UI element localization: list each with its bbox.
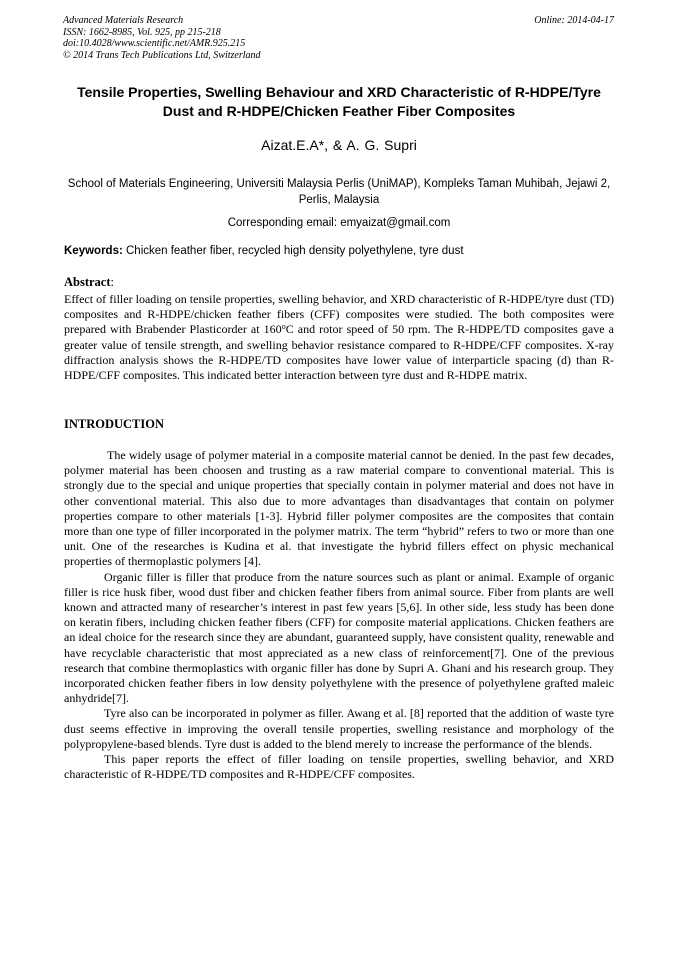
- abstract-heading-label: Abstract: [64, 275, 111, 289]
- abstract-text-part1: Effect of filler loading on tensile properties, swelling behavior, and XRD characteristic of R-HDPE/tyre dust (TD) composites and R-HDPE/chicken feather fibers (CFF) composites were studied. The both composites were prepared with Brabender Plasticorder at 160: [64, 292, 614, 337]
- keywords-line: [64, 245, 614, 257]
- journal-name: Advanced Materials Research: [63, 15, 184, 26]
- paper-authors: Aizat.E.A*, & A. G. Supri: [261, 137, 417, 153]
- corresponding-email: Corresponding email: emyaizat@gmail.com: [227, 217, 451, 229]
- copyright-line: © 2014 Trans Tech Publications Ltd, Switzerland: [63, 49, 261, 61]
- intro-paragraph: This paper reports the effect of filler loading on tensile properties, swelling behavior, and XRD characteristic of R-HDPE/TD composites and R-HDPE/CFF composites.: [64, 752, 614, 782]
- issn-line: ISSN: 1662-8985, Vol. 925, pp 215-218: [63, 26, 221, 38]
- introduction-heading: INTRODUCTION: [64, 417, 165, 431]
- intro-paragraph: The widely usage of polymer material in a composite material cannot be denied. In the past few decades, polymer material has been choosen and trusting as a raw material compare to conventional material. This is strongly due to the special and unique properties that specially contain in polymer material and does not have in other conventional material. This also due to more advantages than disadvantages that contain on polymer properties compare to other materials [1-3]. Hybrid filler polymer composites are the composites that contain more than one type of filler incorporated in the polymer matrix. The term “hybrid” refers to two or more than one unit. One of the researches is Kudina et al. that investigate the hybrid fillers effect on physic mechanical properties of thermoplastic polymers [4].: [64, 448, 614, 569]
- abstract-text-part2: C and rotor speed of 50 rpm. The R-HDPE/TD composites gave a greater value of tensile strength, and swelling behavior resistance compared to R-HDPE/CFF composites. X-ray diffraction analysis shows the R-HDPE/TD composites have lower value of interparticle spacing (d) than R-HDPE/CFF composites. This indicated better interaction between tyre dust and R-HDPE matrix.: [64, 322, 614, 383]
- intro-paragraph: Tyre also can be incorporated in polymer as filler. Awang et al. [8] reported that the addition of waste tyre dust seems effective in improving the overall tensile properties, swelling resistance and morphology of the polypropylene-based blends. Tyre dust is added to the blend merely to increase the performance of the blends.: [64, 706, 614, 751]
- degree-superscript: o: [281, 322, 286, 332]
- journal-header: [63, 15, 423, 61]
- keywords-text: Chicken feather fiber, recycled high density polyethylene, tyre dust: [126, 245, 464, 257]
- paper-title: Tensile Properties, Swelling Behaviour and XRD Characteristic of R-HDPE/Tyre Dust and R-HDPE/Chicken Feather Fiber Composites: [77, 84, 601, 119]
- doi-line: doi:10.4028/www.scientific.net/AMR.925.215: [63, 38, 246, 49]
- author-affiliation: School of Materials Engineering, Universiti Malaysia Perlis (UniMAP), Kompleks Taman Muhibah, Jejawi 2, Perlis, Malaysia: [67, 178, 611, 206]
- abstract-heading: [64, 275, 614, 290]
- abstract-text: [64, 292, 614, 383]
- introduction-body: [64, 448, 614, 782]
- abstract-heading-colon: :: [110, 275, 114, 289]
- intro-paragraph: Organic filler is filler that produce from the nature sources such as plant or animal. Example of organic filler is rice husk fiber, wood dust fiber and chicken feather fibers from animal source. Fiber from plants are well known and attracted many of researcher’s interest in past few years [5,6]. In other side, less study has been done on keratin fibers, including chicken feather fibers (CFF) for composite material applications. Chicken feathers are an ideal choice for the research since they are abundant, guaranteed supply, have consistent quality, renewable and have recyclable characteristic that most appreciated as a new class of reinforcement[7]. One of the previous research that combine thermoplastics with organic filler has done by Supri A. Ghani and his research group. They incorporated chicken feather fibers in low density polyethylene with the presence of polyethylene grafted maleic anhydride[7].: [64, 569, 614, 706]
- online-date: Online: 2014-04-17: [534, 15, 614, 26]
- keywords-label: Keywords:: [64, 245, 123, 257]
